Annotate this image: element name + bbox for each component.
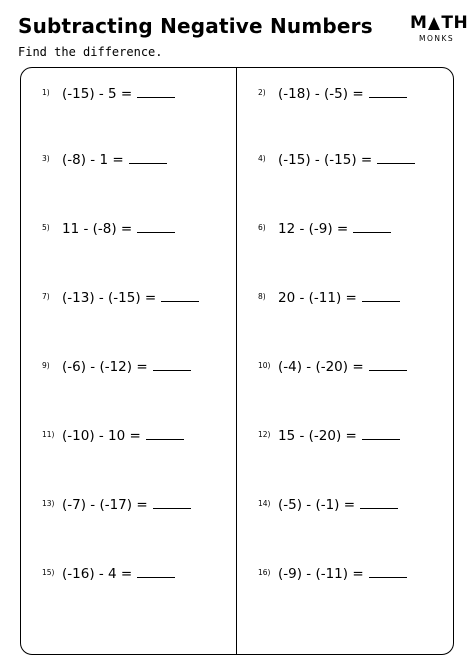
problem-number: 5) xyxy=(42,223,50,232)
problem-item xyxy=(258,428,400,444)
problem-expression: (-10) - 10 = xyxy=(62,428,141,444)
problem-number: 9) xyxy=(42,361,50,370)
problem-expression: (-7) - (-17) = xyxy=(62,497,148,513)
logo-text-th: TH xyxy=(441,13,469,33)
logo-text-m: M xyxy=(410,13,428,33)
problem-number: 4) xyxy=(258,154,266,163)
problem-expression: (-16) - 4 = xyxy=(62,566,133,582)
problem-expression: (-9) - (-11) = xyxy=(278,566,364,582)
answer-blank[interactable] xyxy=(146,429,184,440)
problem-number: 11) xyxy=(42,430,55,439)
problem-expression: 15 - (-20) = xyxy=(278,428,357,444)
problem-item xyxy=(258,86,407,102)
problem-number: 7) xyxy=(42,292,50,301)
problem-number: 12) xyxy=(258,430,271,439)
answer-blank[interactable] xyxy=(369,87,407,98)
problem-number: 6) xyxy=(258,223,266,232)
problem-item xyxy=(258,290,400,306)
instructions: Find the difference. xyxy=(18,45,163,59)
problem-expression: (-18) - (-5) = xyxy=(278,86,364,102)
logo-wordmark xyxy=(410,13,469,33)
problem-number: 10) xyxy=(258,361,271,370)
problem-number: 2) xyxy=(258,88,266,97)
problem-item xyxy=(258,152,415,168)
problem-number: 8) xyxy=(258,292,266,301)
problem-item xyxy=(258,497,398,513)
problem-item xyxy=(258,566,407,582)
problem-number: 15) xyxy=(42,568,55,577)
problem-expression: (-13) - (-15) = xyxy=(62,290,157,306)
triangle-icon xyxy=(428,17,440,30)
answer-blank[interactable] xyxy=(137,87,175,98)
answer-blank[interactable] xyxy=(137,567,175,578)
page-title: Subtracting Negative Numbers xyxy=(18,14,373,38)
problem-expression: 20 - (-11) = xyxy=(278,290,357,306)
answer-blank[interactable] xyxy=(129,153,167,164)
problem-expression: (-5) - (-1) = xyxy=(278,497,356,513)
problem-expression: (-15) - (-15) = xyxy=(278,152,373,168)
column-divider xyxy=(236,67,237,655)
answer-blank[interactable] xyxy=(161,291,199,302)
problem-item xyxy=(42,290,199,306)
answer-blank[interactable] xyxy=(153,360,191,371)
problem-expression: 12 - (-9) = xyxy=(278,221,349,237)
problem-expression: (-6) - (-12) = xyxy=(62,359,148,375)
problem-expression: (-15) - 5 = xyxy=(62,86,133,102)
problem-number: 14) xyxy=(258,499,271,508)
problem-expression: 11 - (-8) = xyxy=(62,221,133,237)
problem-number: 1) xyxy=(42,88,50,97)
answer-blank[interactable] xyxy=(360,498,398,509)
problem-item xyxy=(42,497,191,513)
answer-blank[interactable] xyxy=(369,360,407,371)
problem-item xyxy=(42,359,191,375)
problem-item xyxy=(42,221,175,237)
problem-item xyxy=(42,152,167,168)
problem-item xyxy=(42,566,175,582)
answer-blank[interactable] xyxy=(369,567,407,578)
answer-blank[interactable] xyxy=(377,153,415,164)
answer-blank[interactable] xyxy=(153,498,191,509)
answer-blank[interactable] xyxy=(362,291,400,302)
problem-number: 16) xyxy=(258,568,271,577)
problem-item xyxy=(258,359,407,375)
answer-blank[interactable] xyxy=(353,222,391,233)
answer-blank[interactable] xyxy=(362,429,400,440)
problem-item xyxy=(42,86,175,102)
problem-number: 3) xyxy=(42,154,50,163)
problem-expression: (-8) - 1 = xyxy=(62,152,124,168)
answer-blank[interactable] xyxy=(137,222,175,233)
problem-number: 13) xyxy=(42,499,55,508)
problem-item xyxy=(42,428,184,444)
problem-item xyxy=(258,221,391,237)
problem-expression: (-4) - (-20) = xyxy=(278,359,364,375)
math-monks-logo xyxy=(410,13,469,54)
logo-subtext: MONKS xyxy=(419,34,455,43)
